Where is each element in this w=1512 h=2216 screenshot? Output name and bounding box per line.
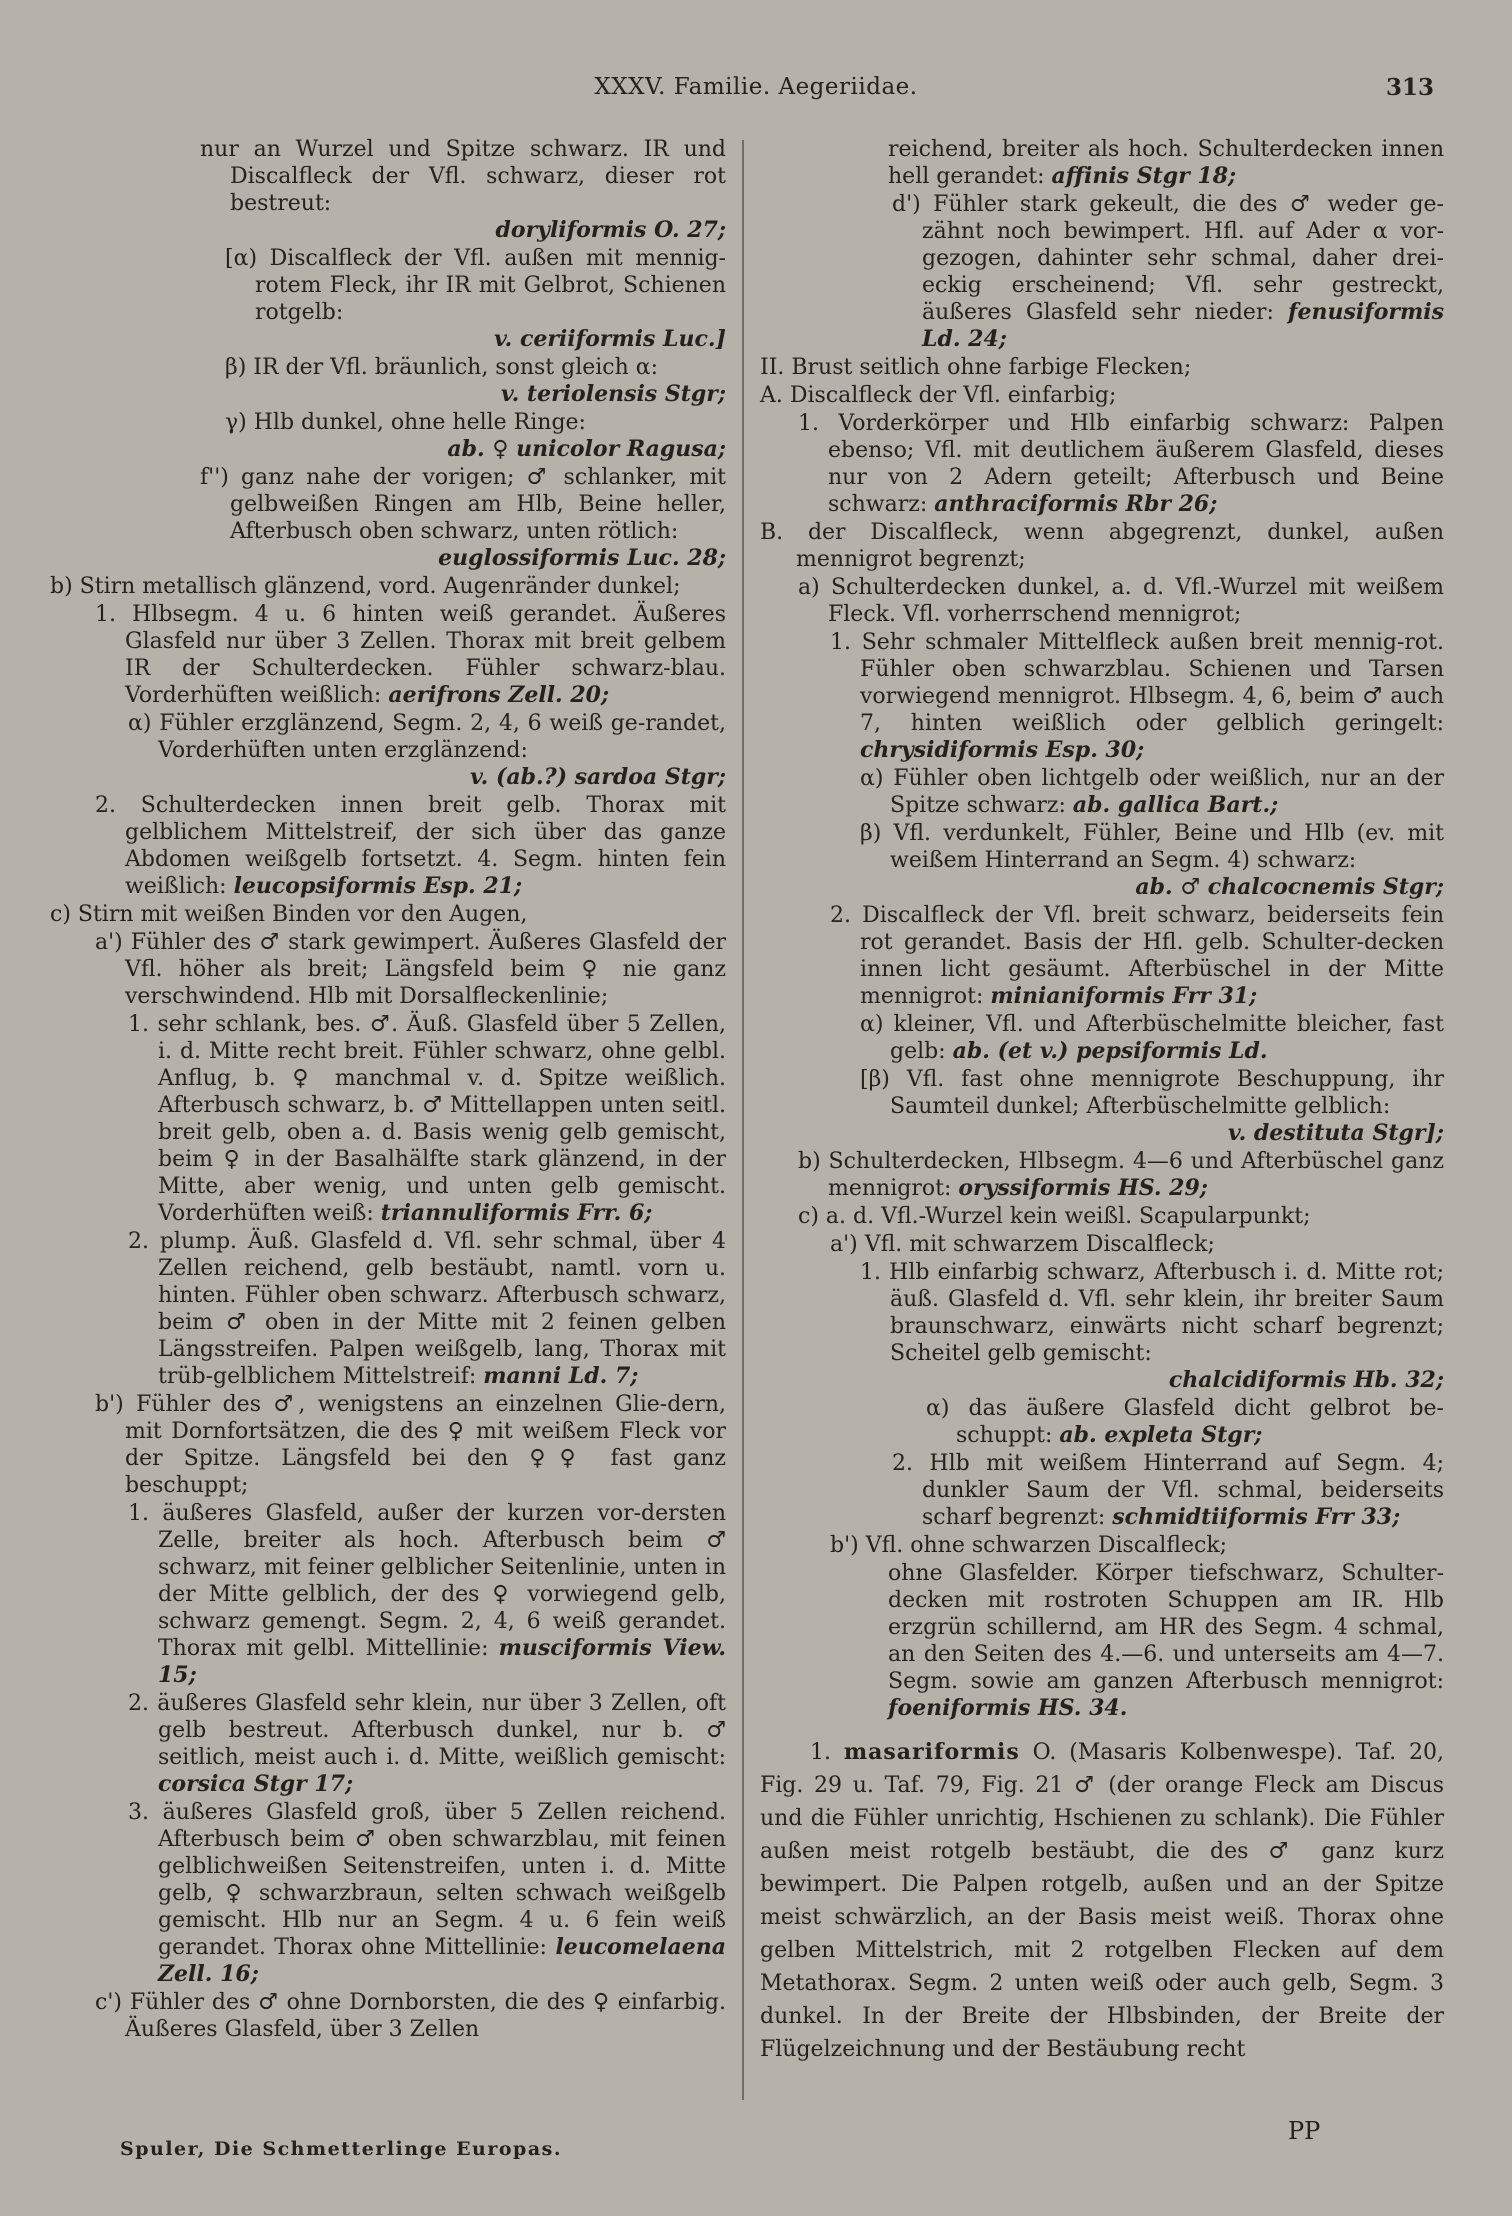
entry-text: reichend, breiter als hoch. Schulterdecken innen hell gerandet: bbox=[888, 137, 1444, 189]
key-entry bbox=[760, 1231, 1444, 1258]
key-entry bbox=[50, 1228, 726, 1390]
entry-text: 1. Vorderkörper und Hlb einfarbig schwarz: Palpen ebenso; Vfl. mit deutlichem äußerem Glasfeld, dieses nur von 2 Adern geteilt; Afterbusch und Beine schwarz: bbox=[798, 411, 1444, 517]
taxon-name: leucopsiformis Esp. 21; bbox=[233, 873, 523, 899]
key-entry bbox=[50, 929, 726, 1010]
book-title-footer: Spuler, Die Schmetterlinge Europas. bbox=[120, 2138, 562, 2160]
key-entry bbox=[760, 1560, 1444, 1722]
taxon-name: ab. (et v.) pepsiformis Ld. bbox=[952, 1038, 1268, 1064]
key-entry bbox=[50, 1989, 726, 2043]
entry-text: 3. äußeres Glasfeld groß, über 5 Zellen reichend. Afterbusch beim ♂ oben schwarzblau, mit feinen gelblichweißen Seitenstreifen, unten i. d. Mitte gelb, ♀ schwarzbraun, selten schwach weißgelb gemischt. Hlb nur an Segm. 4 u. 6 fein weiß gerandet. Thorax ohne Mittellinie: bbox=[128, 1800, 726, 1960]
key-entry bbox=[50, 1391, 726, 1499]
taxon-name: euglossiformis Luc. 28; bbox=[438, 545, 726, 571]
entry-text: α) kleiner, Vfl. und Afterbüschelmitte bleicher, fast gelb: bbox=[860, 1012, 1444, 1064]
entry-text: c) Stirn mit weißen Binden vor den Augen, bbox=[50, 902, 528, 927]
entry-text: 1. sehr schlank, bes. ♂. Äuß. Glasfeld über 5 Zellen, i. d. Mitte recht breit. Fühler schwarz, ohne gelbl. Anflug, b. ♀ manchmal v. d. Spitze weißlich. Afterbusch schwarz, b. ♂ Mittellappen unten seitl. breit gelb, oben a. d. Basis wenig gelb gemischt, beim ♀ in der Basalhälfte stark glänzend, in der Mitte, aber wenig, und unten gelb gemischt. Vorderhüften weiß: bbox=[128, 1012, 726, 1226]
species-author: O. bbox=[1032, 1740, 1057, 1765]
key-entry bbox=[760, 1148, 1444, 1202]
taxon-name: anthraciformis Rbr 26; bbox=[934, 491, 1218, 517]
entry-text: nur an Wurzel und Spitze schwarz. IR und Discalfleck der Vfl. schwarz, dieser rot bestreut: bbox=[200, 137, 726, 216]
entry-text: 2. Hlb mit weißem Hinterrand auf Segm. 4; dunkler Saum der Vfl. schmal, beiderseits scharf begrenzt: bbox=[892, 1451, 1444, 1530]
key-entry bbox=[50, 464, 726, 572]
taxon-name: v. ceriiformis Luc.] bbox=[494, 326, 726, 352]
key-entry bbox=[50, 1799, 726, 1988]
taxon-name: ab. expleta Stgr; bbox=[1059, 1422, 1263, 1448]
sheet-signature: PP bbox=[1288, 2117, 1321, 2145]
entry-text: ohne Glasfelder. Körper tiefschwarz, Schulter-decken mit rostroten Schuppen am IR. Hlb erzgrün schillernd, am HR des Segm. 4 schmal, an den Seiten des 4.—6. und unterseits am 4—7. Segm. sowie am ganzen Afterbusch mennigrot: bbox=[888, 1561, 1444, 1694]
taxon-name: ab. ♀ unicolor Ragusa; bbox=[447, 436, 726, 462]
entry-text: b) Stirn metallisch glänzend, vord. Augenränder dunkel; bbox=[50, 574, 681, 599]
taxon-name: fenusiformis Ld. 24; bbox=[922, 299, 1444, 352]
left-column bbox=[50, 136, 726, 2044]
taxon-name: manni Ld. 7; bbox=[483, 1363, 639, 1389]
entry-text: [α) Discalfleck der Vfl. außen mit mennig-rotem Fleck, ihr IR mit Gelbrot, Schienen rotgelb: bbox=[225, 246, 726, 325]
taxon-name: v. teriolensis Stgr; bbox=[501, 381, 726, 407]
key-entry bbox=[760, 574, 1444, 628]
column-divider bbox=[742, 140, 744, 2100]
entry-text: [β) Vfl. fast ohne mennigrote Beschuppung, ihr Saumteil dunkel; Afterbüschelmitte gelblich: bbox=[860, 1067, 1444, 1119]
entry-text: B. der Discalfleck, wenn abgegrenzt, dunkel, außen mennigrot begrenzt; bbox=[760, 520, 1444, 572]
entry-text: 2. plump. Äuß. Glasfeld d. Vfl. sehr schmal, über 4 Zellen reichend, gelb bestäubt, namtl. vorn u. hinten. Fühler oben schwarz. Afterbusch schwarz, beim ♂ oben in der Mitte mit 2 feinen gelben Längsstreifen. Palpen weißgelb, lang, Thorax mit trüb-gelblichem Mittelstreif: bbox=[128, 1229, 726, 1389]
taxon-name: v. (ab.?) sardoa Stgr; bbox=[470, 764, 726, 790]
entry-text: c') Fühler des ♂ ohne Dornborsten, die des ♀ einfarbig. Äußeres Glasfeld, über 3 Zellen bbox=[95, 1990, 726, 2042]
taxon-name: triannuliformis Frr. 6; bbox=[380, 1200, 653, 1226]
entry-text: β) Vfl. verdunkelt, Fühler, Beine und Hlb (ev. mit weißem Hinterrand an Segm. 4) schwarz: bbox=[860, 821, 1444, 873]
key-entry bbox=[50, 601, 726, 709]
entry-text: 1. Hlb einfarbig schwarz, Afterbusch i. d. Mitte rot; äuß. Glasfeld d. Vfl. sehr klein, ihr breiter Saum braunschwarz, einwärts nicht scharf begrenzt; Scheitel gelb gemischt: bbox=[860, 1260, 1444, 1366]
species-text: (Masaris Kolbenwespe). Taf. 20, Fig. 29 u. Taf. 79, Fig. 21 ♂ (der orange Fleck am Discus und die Fühler unrichtig, Hschienen zu schlank). Die Fühler außen meist rotgelb bestäubt, die des ♂ ganz kurz bewimpert. Die Palpen rotgelb, außen und an der Spitze meist schwärzlich, an der Basis meist weiß. Thorax ohne gelben Mittelstrich, mit 2 rotgelben Flecken auf dem Metathorax. Segm. 2 unten weiß oder auch gelb, Segm. 3 dunkel. In der Breite der Hlbsbinden, der Breite der Flügelzeichnung und der Bestäubung recht bbox=[760, 1740, 1444, 2062]
entry-text: 2. Discalfleck der Vfl. breit schwarz, beiderseits fein rot gerandet. Basis der Hfl. gelb. Schulter-decken innen licht gesäumt. Afterbüschel in der Mitte mennigrot: bbox=[830, 903, 1444, 1009]
taxon-name: affinis Stgr 18; bbox=[1051, 163, 1237, 189]
taxon-name: corsica Stgr 17; bbox=[158, 1771, 354, 1797]
key-entry bbox=[50, 901, 726, 928]
page-number: 313 bbox=[1385, 74, 1434, 101]
key-entry bbox=[50, 792, 726, 900]
key-entry bbox=[50, 136, 726, 244]
running-title: XXXV. Familie. Aegeriidae. bbox=[594, 74, 918, 100]
entry-text: 2. Schulterdecken innen breit gelb. Thorax mit gelblichem Mittelstreif, der sich über das ganze Abdomen weißgelb fortsetzt. 4. Segm. hinten fein weißlich: bbox=[95, 793, 726, 899]
key-entry bbox=[50, 245, 726, 353]
key-entry bbox=[760, 820, 1444, 901]
key-entry bbox=[760, 1259, 1444, 1394]
entry-text: α) Fühler erzglänzend, Segm. 2, 4, 6 weiß ge-randet, Vorderhüften unten erzglänzend: bbox=[128, 711, 726, 763]
entry-text: a') Fühler des ♂ stark gewimpert. Äußeres Glasfeld der Vfl. höher als breit; Längsfeld beim ♀ nie ganz verschwindend. Hlb mit Dorsalfleckenlinie; bbox=[95, 930, 726, 1009]
entry-text: d') Fühler stark gekeult, die des ♂ weder ge-zähnt noch bewimpert. Hfl. auf Ader α vor-gezogen, dahinter sehr schmal, daher drei-eckig erscheinend; Vfl. sehr gestreckt, äußeres Glasfeld sehr nieder: bbox=[892, 192, 1444, 325]
entry-text: b) Schulterdecken, Hlbsegm. 4—6 und Afterbüschel ganz mennigrot: bbox=[798, 1149, 1444, 1201]
taxon-name: minianiformis Frr 31; bbox=[990, 983, 1258, 1009]
key-entry bbox=[760, 1011, 1444, 1065]
species-description bbox=[760, 1736, 1444, 2066]
entry-text: β) IR der Vfl. bräunlich, sonst gleich α: bbox=[225, 355, 659, 380]
taxon-name: ab. gallica Bart.; bbox=[1072, 792, 1279, 818]
key-entry bbox=[760, 1203, 1444, 1230]
key-entry bbox=[760, 410, 1444, 518]
taxon-name: chrysidiformis Esp. 30; bbox=[860, 737, 1145, 763]
key-entry bbox=[50, 1011, 726, 1227]
entry-text: f'') ganz nahe der vorigen; ♂ schlanker, mit gelbweißen Ringen am Hlb, Beine heller, Afterbusch oben schwarz, unten rötlich: bbox=[200, 465, 726, 544]
entry-text: 1. Hlbsegm. 4 u. 6 hinten weiß gerandet. Äußeres Glasfeld nur über 3 Zellen. Thorax mit breit gelbem IR der Schulterdecken. Fühler schwarz-blau. Vorderhüften weißlich: bbox=[95, 602, 726, 708]
taxon-name: chalcidiformis Hb. 32; bbox=[1168, 1367, 1444, 1393]
right-column bbox=[760, 136, 1444, 2066]
taxon-name: doryliformis O. 27; bbox=[495, 217, 726, 243]
page-header bbox=[0, 74, 1512, 114]
entry-text: γ) Hlb dunkel, ohne helle Ringe: bbox=[225, 410, 586, 435]
taxon-name: v. destituta Stgr]; bbox=[1228, 1120, 1444, 1146]
entry-text: b') Vfl. ohne schwarzen Discalfleck; bbox=[830, 1533, 1228, 1558]
key-entry bbox=[760, 519, 1444, 573]
entry-text: b') Fühler des ♂, wenigstens an einzelnen Glie-dern, mit Dornfortsätzen, die des ♀ mit weißem Fleck vor der Spitze. Längsfeld bei den ♀♀ fast ganz beschuppt; bbox=[95, 1392, 726, 1498]
entry-text: 1. äußeres Glasfeld, außer der kurzen vor-dersten Zelle, breiter als hoch. Afterbusch beim ♂ schwarz, mit feiner gelblicher Seitenlinie, unten in der Mitte gelblich, der des ♀ vorwiegend gelb, schwarz gemengt. Segm. 2, 4, 6 weiß gerandet. Thorax mit gelbl. Mittellinie: bbox=[128, 1501, 726, 1661]
entry-text: a') Vfl. mit schwarzem Discalfleck; bbox=[830, 1232, 1215, 1257]
key-entry bbox=[50, 710, 726, 791]
taxon-name: aerifrons Zell. 20; bbox=[388, 682, 610, 708]
taxon-name: leucomelaena Zell. 16; bbox=[158, 1934, 726, 1987]
taxon-name: musciformis View. 15; bbox=[158, 1635, 726, 1688]
entry-text: 1. Sehr schmaler Mittelfleck außen breit mennig-rot. Fühler oben schwarzblau. Schienen und Tarsen vorwiegend mennigrot. Hlbsegm. 4, 6, beim ♂ auch 7, hinten weißlich oder gelblich geringelt: bbox=[830, 630, 1444, 736]
key-entry bbox=[760, 1395, 1444, 1449]
entry-text: c) a. d. Vfl.-Wurzel kein weißl. Scapularpunkt; bbox=[798, 1204, 1311, 1229]
species-name: masariformis bbox=[843, 1739, 1020, 1765]
species-number: 1. bbox=[810, 1740, 831, 1765]
key-entry bbox=[760, 629, 1444, 764]
key-entry bbox=[760, 354, 1444, 381]
key-entry bbox=[760, 1532, 1444, 1559]
key-entry bbox=[50, 354, 726, 408]
key-entry bbox=[760, 382, 1444, 409]
taxon-name: foeniformis HS. 34. bbox=[888, 1695, 1128, 1721]
key-entry bbox=[760, 1450, 1444, 1531]
entry-text: II. Brust seitlich ohne farbige Flecken; bbox=[760, 355, 1192, 380]
entry-text: A. Discalfleck der Vfl. einfarbig; bbox=[760, 383, 1117, 408]
key-entry bbox=[760, 136, 1444, 190]
taxon-name: oryssiformis HS. 29; bbox=[958, 1175, 1208, 1201]
entry-text: α) Fühler oben lichtgelb oder weißlich, nur an der Spitze schwarz: bbox=[860, 766, 1444, 818]
key-entries-right bbox=[760, 136, 1444, 1722]
key-entry bbox=[50, 1500, 726, 1689]
key-entry bbox=[760, 902, 1444, 1010]
entry-text: a) Schulterdecken dunkel, a. d. Vfl.-Wurzel mit weißem Fleck. Vfl. vorherrschend mennigrot; bbox=[798, 575, 1444, 627]
key-entry bbox=[760, 191, 1444, 353]
taxon-name: schmidtiiformis Frr 33; bbox=[1112, 1504, 1401, 1530]
key-entry bbox=[760, 1066, 1444, 1147]
entry-text: α) das äußere Glasfeld dicht gelbrot be-schuppt: bbox=[926, 1396, 1444, 1448]
key-entry bbox=[50, 573, 726, 600]
taxon-name: ab. ♂ chalcocnemis Stgr; bbox=[1135, 874, 1444, 900]
key-entry bbox=[760, 765, 1444, 819]
key-entry bbox=[50, 409, 726, 463]
key-entry bbox=[50, 1690, 726, 1798]
entry-text: 2. äußeres Glasfeld sehr klein, nur über 3 Zellen, oft gelb bestreut. Afterbusch dunkel, nur b. ♂ seitlich, meist auch i. d. Mitte, weißlich gemischt: bbox=[128, 1691, 726, 1770]
